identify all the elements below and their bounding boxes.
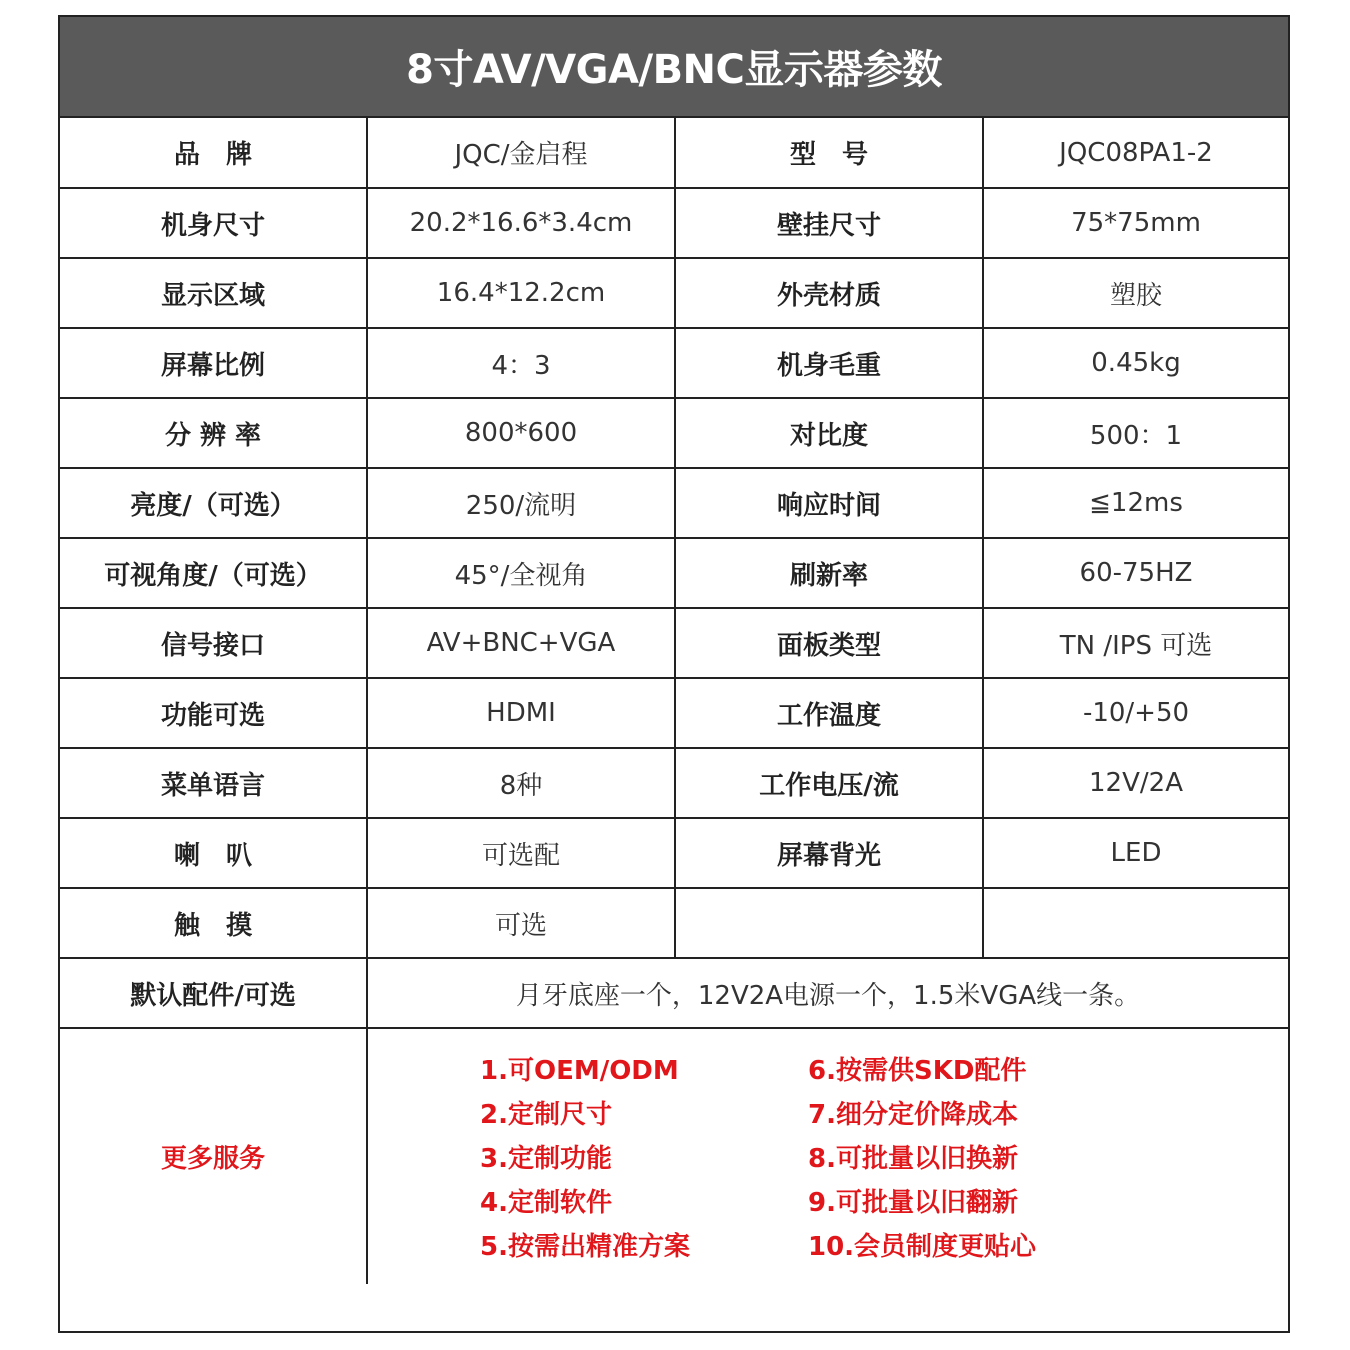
spec-value: JQC08PA1-2 bbox=[983, 118, 1288, 188]
spec-value: HDMI bbox=[367, 678, 675, 748]
services-label: 更多服务 bbox=[60, 1028, 367, 1284]
spec-value: 12V/2A bbox=[983, 748, 1288, 818]
services-row bbox=[60, 1028, 1288, 1284]
spec-row bbox=[60, 398, 1288, 468]
spec-row bbox=[60, 188, 1288, 258]
spec-row bbox=[60, 328, 1288, 398]
accessories-row bbox=[60, 958, 1288, 1028]
spec-label bbox=[675, 888, 983, 958]
spec-value: -10/+50 bbox=[983, 678, 1288, 748]
spec-label: 面板类型 bbox=[675, 608, 983, 678]
service-item: 7.细分定价降成本 bbox=[808, 1100, 1018, 1130]
spec-label: 响应时间 bbox=[675, 468, 983, 538]
spec-value: 可选配 bbox=[367, 818, 675, 888]
spec-value: 500：1 bbox=[983, 398, 1288, 468]
spec-value: JQC/金启程 bbox=[367, 118, 675, 188]
service-item: 8.可批量以旧换新 bbox=[808, 1144, 1018, 1174]
spec-value: 60-75HZ bbox=[983, 538, 1288, 608]
spec-value: 塑胶 bbox=[983, 258, 1288, 328]
spec-value: 4：3 bbox=[367, 328, 675, 398]
spec-label: 屏幕比例 bbox=[60, 328, 367, 398]
spec-value: 16.4*12.2cm bbox=[367, 258, 675, 328]
spec-row bbox=[60, 608, 1288, 678]
spec-row bbox=[60, 888, 1288, 958]
spec-row bbox=[60, 118, 1288, 188]
spec-value: LED bbox=[983, 818, 1288, 888]
spec-label: 分 辨 率 bbox=[60, 398, 367, 468]
spec-label: 菜单语言 bbox=[60, 748, 367, 818]
spec-label: 机身毛重 bbox=[675, 328, 983, 398]
services-list-left bbox=[480, 1049, 690, 1269]
spec-value: ≦12ms bbox=[983, 468, 1288, 538]
spec-label: 机身尺寸 bbox=[60, 188, 367, 258]
spec-value: 20.2*16.6*3.4cm bbox=[367, 188, 675, 258]
spec-value: 800*600 bbox=[367, 398, 675, 468]
spec-row bbox=[60, 678, 1288, 748]
spec-label: 显示区域 bbox=[60, 258, 367, 328]
service-item: 2.定制尺寸 bbox=[480, 1100, 612, 1130]
spec-label: 壁挂尺寸 bbox=[675, 188, 983, 258]
spec-label: 喇 叭 bbox=[60, 818, 367, 888]
service-item: 9.可批量以旧翻新 bbox=[808, 1188, 1018, 1218]
accessories-value: 月牙底座一个，12V2A电源一个，1.5米VGA线一条。 bbox=[367, 958, 1288, 1028]
spec-table-body bbox=[60, 118, 1288, 1284]
spec-label: 对比度 bbox=[675, 398, 983, 468]
spec-value: 250/流明 bbox=[367, 468, 675, 538]
service-item: 10.会员制度更贴心 bbox=[808, 1232, 1037, 1262]
spec-value: 0.45kg bbox=[983, 328, 1288, 398]
spec-value: AV+BNC+VGA bbox=[367, 608, 675, 678]
spec-label: 屏幕背光 bbox=[675, 818, 983, 888]
spec-label: 功能可选 bbox=[60, 678, 367, 748]
spec-label: 可视角度/（可选） bbox=[60, 538, 367, 608]
spec-row bbox=[60, 748, 1288, 818]
spec-row bbox=[60, 468, 1288, 538]
services-cell bbox=[367, 1028, 1288, 1284]
spec-value: TN /IPS 可选 bbox=[983, 608, 1288, 678]
spec-label: 信号接口 bbox=[60, 608, 367, 678]
spec-value: 可选 bbox=[367, 888, 675, 958]
service-item: 6.按需供SKD配件 bbox=[808, 1056, 1027, 1086]
accessories-label: 默认配件/可选 bbox=[60, 958, 367, 1028]
spec-label: 工作温度 bbox=[675, 678, 983, 748]
spec-row bbox=[60, 538, 1288, 608]
spec-label: 刷新率 bbox=[675, 538, 983, 608]
spec-label: 外壳材质 bbox=[675, 258, 983, 328]
services-list-right bbox=[808, 1049, 1036, 1269]
spec-value: 8种 bbox=[367, 748, 675, 818]
service-item: 4.定制软件 bbox=[480, 1188, 612, 1218]
spec-value: 75*75mm bbox=[983, 188, 1288, 258]
spec-row bbox=[60, 258, 1288, 328]
spec-label: 品 牌 bbox=[60, 118, 367, 188]
service-item: 5.按需出精准方案 bbox=[480, 1232, 690, 1262]
spec-label: 亮度/（可选） bbox=[60, 468, 367, 538]
spec-row bbox=[60, 818, 1288, 888]
spec-label: 工作电压/流 bbox=[675, 748, 983, 818]
spec-sheet bbox=[58, 15, 1290, 1333]
spec-value bbox=[983, 888, 1288, 958]
spec-table bbox=[60, 118, 1288, 1284]
service-item: 3.定制功能 bbox=[480, 1144, 612, 1174]
service-item: 1.可OEM/ODM bbox=[480, 1056, 679, 1086]
page-title: 8寸AV/VGA/BNC显示器参数 bbox=[60, 17, 1288, 118]
spec-value: 45°/全视角 bbox=[367, 538, 675, 608]
spec-label: 型 号 bbox=[675, 118, 983, 188]
spec-label: 触 摸 bbox=[60, 888, 367, 958]
